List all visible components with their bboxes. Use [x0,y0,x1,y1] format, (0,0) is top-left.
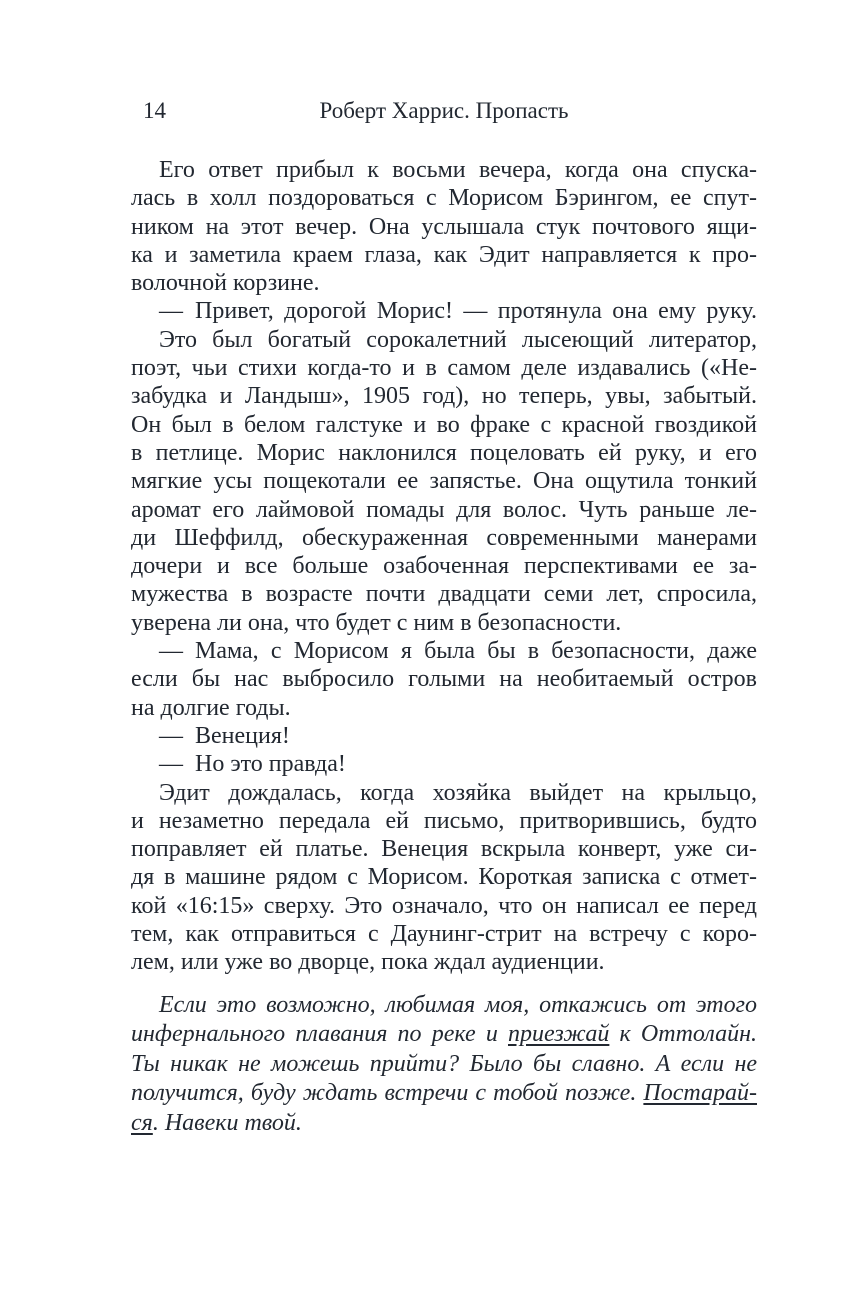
paragraph [131,326,757,637]
text-segment: Его ответ прибыл к восьми вечера, когда она спуска- [159,157,757,183]
text-block [131,156,757,1138]
text-line [131,524,757,552]
paragraph [131,722,757,750]
text-segment: Эдит дождалась, когда хозяйка выйдет на крыльцо, [159,779,757,806]
paragraph [131,750,757,778]
text-line [131,156,757,184]
running-title: Роберт Харрис. Пропасть [319,98,569,123]
paragraph [131,297,757,325]
text-segment: мужества в возрасте почти двадцати семи лет, спросила, [131,581,757,608]
text-segment: ди Шеффилд, обескураженная современными манерами [131,524,757,551]
text-segment: и незаметно передала ей письмо, притворившись, будто [131,807,757,834]
text-segment: — Привет, дорогой Морис! — протянула она ему руку. [159,298,757,325]
text-segment: уверена ли она, что будет с ним в безопасности. [131,609,622,636]
text-segment: мягкие усы пощекотали ее запястье. Она ощутила тонкий [131,468,757,495]
text-line [131,694,757,722]
text-line [131,637,757,665]
text-line [131,665,757,693]
text-line [131,807,757,835]
text-line [131,750,757,778]
text-segment: Если это возможно, любимая моя, откажись от этого [159,991,757,1018]
paragraph [131,779,757,977]
text-segment: кой «16:15» сверху. Это означало, что он написал ее перед [131,892,757,919]
text-segment: на долгие годы. [131,694,291,721]
text-line [131,184,757,212]
text-line [131,241,757,269]
text-line [131,467,757,495]
text-segment: Это был богатый сорокалетний лысеющий литератор, [159,326,757,353]
text-line [131,580,757,608]
paragraph [131,637,757,722]
text-segment: ка и заметила краем глаза, как Эдит направляется к про- [131,241,757,268]
page-number: 14 [143,98,166,123]
text-segment: в петлице. Морис наклонился поцеловать ей руку, и его [131,439,757,466]
text-line [131,297,757,325]
paragraph [131,156,757,297]
text-line [131,213,757,241]
underlined-word: приезжай [507,1021,610,1048]
text-line [131,779,757,807]
text-line [131,1079,757,1109]
text-line [131,609,757,637]
text-line [131,552,757,580]
text-segment: инфернального плавания по реке и [131,1021,508,1048]
text-line [131,354,757,382]
text-segment: получится, буду ждать встречи с тобой позже. [131,1080,644,1107]
text-segment: поправляет ей платье. Венеция вскрыла конверт, уже си- [131,836,757,863]
text-line [131,326,757,354]
text-line [131,1109,757,1139]
text-segment: аромат его лаймовой помады для волос. Чуть раньше ле- [131,496,757,523]
text-segment: — Венеция! [159,722,290,749]
text-line [131,496,757,524]
text-line [131,920,757,948]
text-segment: Ты никак не можешь прийти? Было бы славно. А если не [131,1050,757,1077]
underlined-word: Постарай- [643,1080,757,1107]
text-segment: ником на этот вечер. Она услышала стук почтового ящи- [131,213,757,240]
text-line [131,835,757,863]
text-segment: — Но это правда! [159,751,346,778]
text-line [131,722,757,750]
text-line [131,439,757,467]
text-segment: к Оттолайн. [609,1021,757,1048]
text-line [131,1050,757,1080]
text-segment: поэт, чьи стихи когда-то и в самом деле издавались («Не- [131,355,757,382]
text-segment: дя в машине рядом с Морисом. Короткая записка с отмет- [131,864,757,891]
text-segment: . Навеки твой. [152,1109,302,1136]
text-line [131,1020,757,1050]
underlined-word: ся [131,1109,153,1136]
text-line [131,948,757,976]
letter-paragraph [131,991,757,1139]
text-segment: тем, как отправиться с Даунинг-стрит на встречу с коро- [131,921,757,948]
text-segment: забудка и Ландыш», 1905 год), но теперь, увы, забытый. [131,383,757,410]
text-line [131,411,757,439]
text-segment: если бы нас выбросило голыми на необитаемый остров [131,666,757,693]
text-line [131,382,757,410]
text-segment: лем, или уже во дворце, пока ждал аудиенции. [131,949,605,976]
page-header [131,97,757,127]
text-line [131,991,757,1021]
text-line [131,892,757,920]
text-line [131,269,757,297]
text-line [131,863,757,891]
text-segment: Он был в белом галстуке и во фраке с красной гвоздикой [131,411,757,438]
text-segment: лась в холл поздороваться с Морисом Бэрингом, ее спут- [131,185,757,212]
text-segment: — Мама, с Морисом я была бы в безопасности, даже [159,638,757,665]
text-segment: дочери и все больше озабоченная перспективами ее за- [131,553,757,580]
text-segment: волочной корзине. [131,270,320,297]
